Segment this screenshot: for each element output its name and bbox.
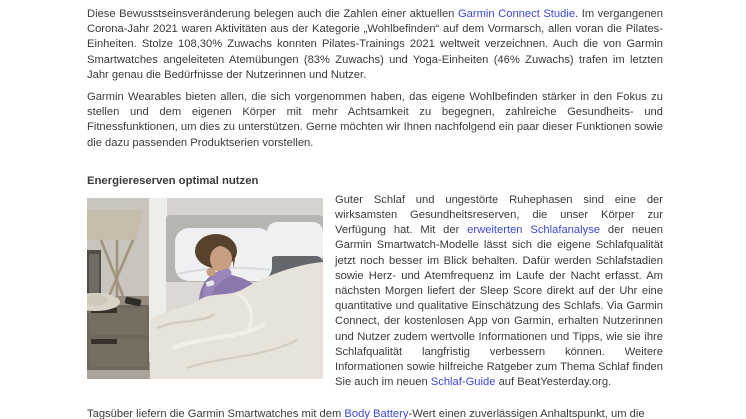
- bedroom-scene-illustration: [87, 198, 323, 379]
- inline-link[interactable]: Garmin Connect Studie: [457, 8, 576, 20]
- inline-link[interactable]: erweiterten Schlafanalyse: [467, 224, 601, 237]
- section-heading: Energiereserven optimal nutzen: [87, 174, 259, 187]
- section-media-row: [87, 193, 663, 405]
- sleeping-woman-photo: [87, 198, 323, 379]
- text-segment: -Wert einen zuverlässigen Anhaltspunkt, um die: [408, 407, 645, 419]
- inline-link[interactable]: Body Battery: [344, 407, 409, 419]
- text-segment: Garmin Wearables bieten allen, die sich vorgenommen haben, das eigene Wohlbefinden stärker in den Fokus zu stellen und dem eigenen Körper mit mehr Achtsamkeit zu begegnen, zahlreiche Gesundheits- und Fitnessfunktionen, um dies zu unterstützen. Gerne möchten wir Ihnen nachfolgend ein paar dieser Funktionen sowie die dazu passenden Produktserien vorstellen.: [87, 91, 663, 149]
- intro-paragraph-2: [87, 90, 663, 151]
- text-segment: Diese Bewusstseinsveränderung belegen auch die Zahlen einer aktuellen: [87, 8, 458, 20]
- inline-link[interactable]: Schlaf-Guide: [430, 376, 496, 389]
- outro: [87, 407, 663, 419]
- picture-frame: [87, 250, 101, 298]
- text-segment: Guter Schlaf und ungestörte Ruhephasen sind eine der wirksamsten Gesundheitsreserven, die unser Körper zur Verfügung hat. Mit der: [335, 193, 663, 237]
- section-text-column: [335, 193, 663, 405]
- text-segment: Tagsüber liefern die Garmin Smartwatches mit dem: [87, 407, 345, 419]
- outro-paragraph: [87, 407, 663, 419]
- sleep-paragraph: [335, 193, 663, 391]
- intro-paragraph-1: [87, 7, 663, 83]
- text-segment: . Im vergangenen Corona-Jahr 2021 waren Aktivitäten aus der Kategorie „Wohlbefinden“ auf dem Vormarsch, allen voran die Pilates-Einheiten. Stolze 108,30% Zuwachs konnten Pilates-Trainings 2021 weltweit verzeichnen. Auch die von Garmin Smartwatches angeleiteten Atemübungen (83% Zuwachs) und Yoga-Einheiten (46% Zuwachs) trafen im letzten Jahr genau die Bedürfnisse der Nutzerinnen und Nutzer.: [87, 8, 663, 81]
- text-segment: auf BeatYesterday.org.: [495, 376, 612, 389]
- text-segment: der neuen Garmin Smartwatch-Modelle lässt sich die eigene Schlafqualität jetzt noch besser im Blick behalten. Dafür werden Schlafstadien sowie Herz- und Atemfrequenz im Laufe der Nacht erfasst. Am nächsten Morgen liefert der Sleep Score direkt auf der Uhr eine quantitative und qualitative Einschätzung des Schlafs. Via Garmin Connect, der kostenlosen App von Garmin, erhalten Nutzerinnen und Nutzer zudem wertvolle Informationen und Tipps, wie sie ihre Schlafqualität langfristig verbessern können. Weitere Informationen sowie hilfreiche Ratgeber zum Thema Schlaf finden Sie auch im neuen: [335, 224, 664, 389]
